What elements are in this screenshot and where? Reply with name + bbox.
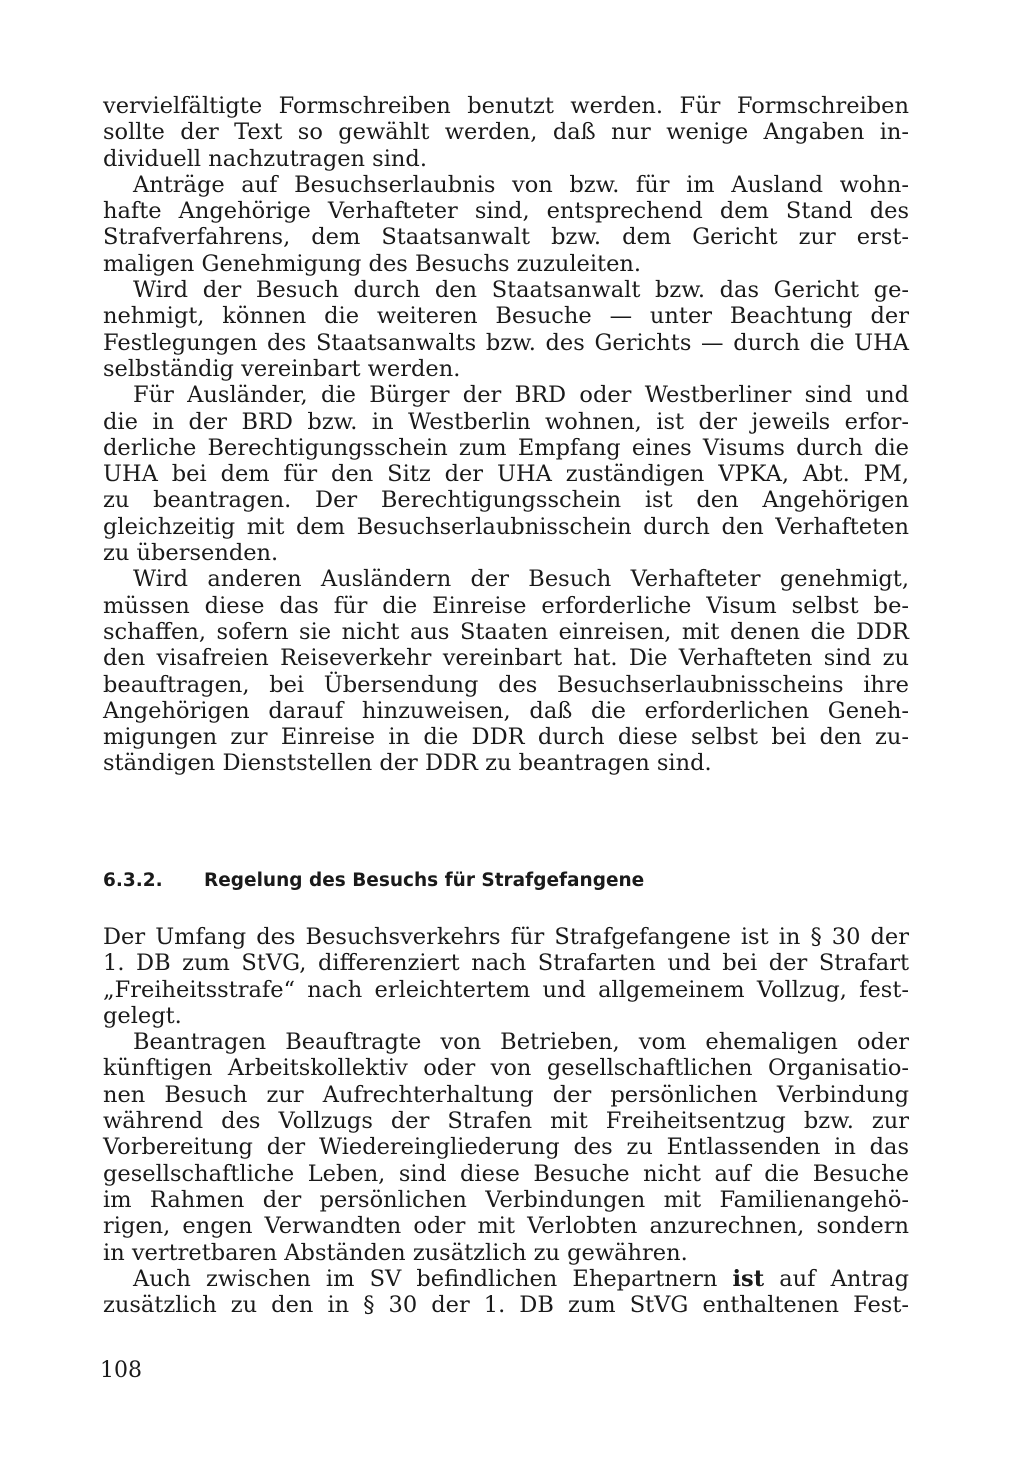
text-line: Wird der Besuch durch den Staatsanwalt bzw. das Gericht ge- [133,277,909,304]
text-line: die in der BRD bzw. in Westberlin wohnen, ist der jeweils erfor- [103,408,909,435]
text-line: beauftragen, bei Übersendung des Besuchserlaubnisscheins ihre [103,671,909,698]
text-line: zu übersenden. [103,540,279,567]
text-line: hafte Angehörige Verhafteter sind, entsprechend dem Stand des [103,198,909,225]
text-fragment: Auch zwischen im SV befindlichen Ehepartnern [133,1265,718,1292]
text-line: gelegt. [103,1002,182,1029]
text-line: Strafverfahrens, dem Staatsanwalt bzw. dem Gericht zur erst- [103,224,909,251]
text-line: künftigen Arbeitskollektiv oder von gesellschaftlichen Organisatio- [103,1055,909,1082]
text-line: Wird anderen Ausländern der Besuch Verhafteter genehmigt, [133,566,909,593]
bold-word: ist [732,1265,765,1292]
text-line: „Freiheitsstrafe“ nach erleichtertem und allgemeinem Vollzug, fest- [103,976,909,1003]
text-line: Anträge auf Besuchserlaubnis von bzw. für im Ausland wohn- [133,171,909,198]
text-line: ständigen Dienststellen der DDR zu beantragen sind. [103,750,712,777]
text-line: den visafreien Reiseverkehr vereinbart hat. Die Verhafteten sind zu [103,645,909,672]
text-line: nen Besuch zur Aufrechterhaltung der persönlichen Verbindung [103,1081,909,1108]
text-line: UHA bei dem für den Sitz der UHA zuständigen VPKA, Abt. PM, [103,461,909,488]
text-line: Für Ausländer, die Bürger der BRD oder Westberliner sind und [133,382,909,409]
text-line: vervielfältigte Formschreiben benutzt werden. Für Formschreiben [103,93,909,119]
text-line: 1. DB zum StVG, differenziert nach Strafarten und bei der Strafart [103,950,909,977]
text-line: Der Umfang des Besuchsverkehrs für Strafgefangene ist in § 30 der [103,924,909,950]
text-line: müssen diese das für die Einreise erforderliche Visum selbst be- [103,592,909,619]
page-number: 108 [100,1358,142,1383]
text-section-prisoner-visits [103,924,909,1318]
section-title: Regelung des Besuchs für Strafgefangene [204,870,645,891]
text-line: in vertretbaren Abständen zusätzlich zu gewähren. [103,1239,688,1266]
text-line: dividuell nachzutragen sind. [103,145,427,172]
text-line: schaffen, sofern sie nicht aus Staaten einreisen, mit denen die DDR [103,618,909,645]
text-line: gesellschaftliche Leben, sind diese Besuche nicht auf die Besuche [103,1160,909,1187]
text-line: zusätzlich zu den in § 30 der 1. DB zum StVG enthaltenen Fest- [103,1292,909,1319]
text-line: während des Vollzugs der Strafen mit Freiheitsentzug bzw. zur [103,1108,909,1135]
text-line: Beantragen Beauftragte von Betrieben, vom ehemaligen oder [133,1029,909,1056]
section-number: 6.3.2. [103,870,163,891]
text-line: maligen Genehmigung des Besuchs zuzuleiten. [103,250,642,277]
text-line: rigen, engen Verwandten oder mit Verlobten anzurechnen, sondern [103,1213,909,1240]
text-line: Vorbereitung der Wiedereingliederung des zu Entlassenden in das [103,1134,909,1161]
text-section-detainee-visits [103,93,909,777]
text-line: selbständig vereinbart werden. [103,355,461,382]
text-fragment: auf Antrag [779,1265,910,1292]
text-line: Angehörigen darauf hinzuweisen, daß die erforderlichen Geneh- [103,697,909,724]
text-line: derliche Berechtigungsschein zum Empfang eines Visums durch die [103,434,909,461]
text-line: nehmigt, können die weiteren Besuche — unter Beachtung der [103,303,909,330]
text-line: Festlegungen des Staatsanwalts bzw. des Gerichts — durch die UHA [103,329,909,356]
text-line [103,1266,909,1292]
text-line: gleichzeitig mit dem Besuchserlaubnisschein durch den Verhafteten [103,513,909,540]
text-line: sollte der Text so gewählt werden, daß nur wenige Angaben in- [103,119,909,146]
text-line: migungen zur Einreise in die DDR durch diese selbst bei den zu- [103,724,909,751]
text-line: im Rahmen der persönlichen Verbindungen mit Familienangehö- [103,1186,909,1213]
text-line: zu beantragen. Der Berechtigungsschein ist den Angehörigen [103,487,909,514]
section-heading [103,868,909,894]
